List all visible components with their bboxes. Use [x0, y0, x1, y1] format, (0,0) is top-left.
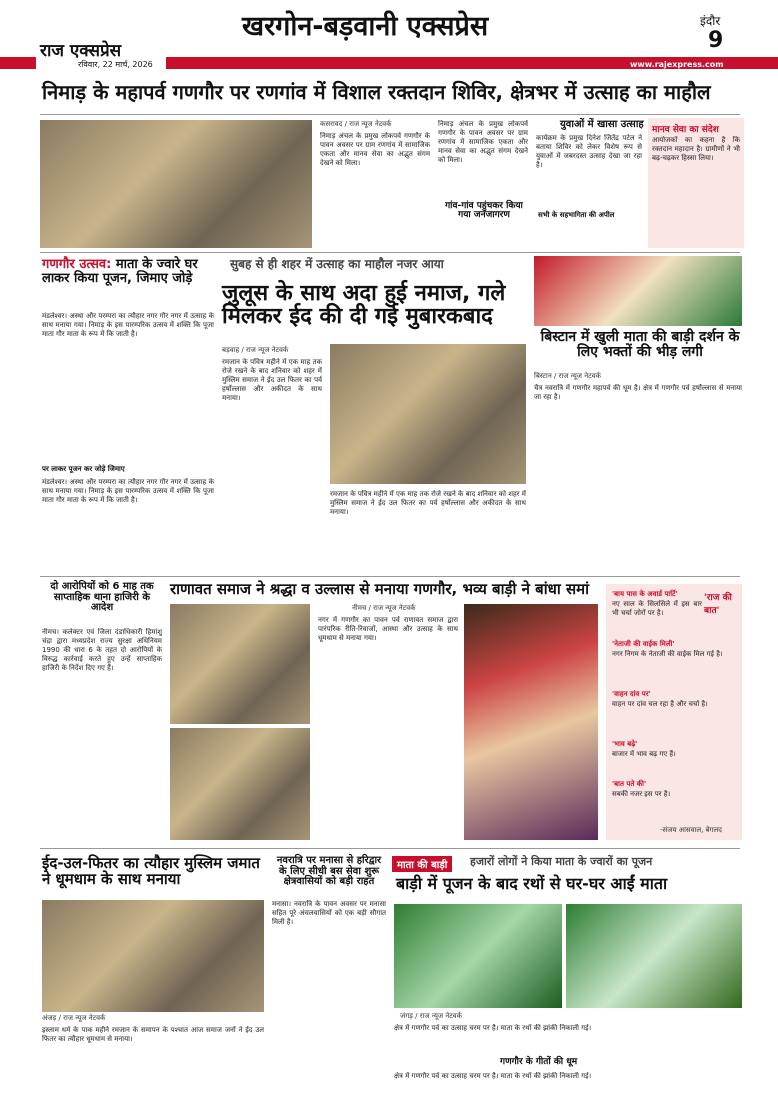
rkb-item-1-head: 'बाय पास के अवार्ड पार्टि' — [612, 590, 678, 598]
yuva-headline: युवाओं में खासा उत्साह — [560, 119, 644, 130]
gangaur-body-2: मंडलेश्वर। अस्था और परम्परा का त्यौहार नगर गौर नगर में उत्साह के साथ मनाया गया। निमाड़ के इस पारम्परिक उत्सव में शक्ति कि पूजा माता गौर माता के रूप में कि जाती है। — [42, 478, 214, 505]
bottom-body-2: क्षेत्र में गणगौर पर्व का उत्साह चरम पर है। माता के रथों की झांकी निकाली गई। — [394, 1072, 592, 1080]
bottom-label: माता की बाड़ी — [392, 856, 452, 872]
paper-name: राज एक्सप्रेस — [40, 41, 122, 61]
manav-headline: मानव सेवा का संदेश — [652, 125, 719, 135]
namaz-body-2: रमजान के पवित्र महीने में एक माह तक रोजे रखने के बाद शनिवार को शहर में मुस्लिम समाज ने ईद उल फितर का पर्व हर्षोल्लास और अकीदत के साथ मनाया। — [330, 490, 526, 517]
bottom-photo-2 — [566, 904, 742, 1008]
rkb-item-5-head: 'बात पते की' — [612, 780, 647, 788]
bottom-credit: जंगड़ / राज न्यूज नेटवर्क — [400, 1012, 463, 1020]
rkb-item-3-text: वाहन पर दांव चल रहा है और चर्चा है। — [612, 700, 708, 708]
section-title: खरगोन-बड़वानी एक्सप्रेस — [242, 11, 489, 42]
issue-date: रविवार, 22 मार्च, 2026 — [78, 60, 153, 69]
bottom-body: क्षेत्र में गणगौर पर्व का उत्साह चरम पर है। माता के रथों की झांकी निकाली गई। — [394, 1024, 592, 1032]
namaz-photo — [330, 344, 526, 484]
bistan-photo — [534, 256, 742, 326]
eid-credit: अंजड़ / राज न्यूज नेटवर्क — [42, 1014, 106, 1022]
gangaur-headline — [42, 258, 212, 285]
bistan-body: चैत्र नवरात्रि में गणगौर महापर्व की धूम है। क्षेत्र में गणगौर पर्व हर्षोल्लास से मनाया जा रहा है। — [534, 384, 742, 402]
lead-body: निमाड़ अंचल के प्रमुख लोकपर्व गणगौर के पावन अवसर पर ग्राम रणगांव में सामाजिक एकता और मानव सेवा का अद्भुत संगम देखने को मिला। — [320, 132, 430, 168]
eid-body: इस्लाम धर्म के पाक महीने रमजान के समापन के पश्चात आज समाज जनों ने ईद उल फितर का त्यौहार धूमधाम से मनाया। — [42, 1026, 264, 1044]
page-number: 9 — [708, 28, 724, 53]
eid-headline: ईद-उल-फितर का त्यौहार मुस्लिम जमात ने धूमधाम के साथ मनाया — [42, 854, 260, 888]
rkb-item-1-text: नए साल के सिलसिले में इस बार भी चर्चा जोरों पर है। — [612, 600, 702, 618]
rkb-item-5-text: सबकी नजर इस पर है। — [612, 790, 671, 798]
ranawat-headline: राणावत समाज ने श्रद्धा व उल्लास से मनाया गणगौर, भव्य बाड़ी ने बांधा समां — [170, 580, 589, 598]
bus-headline: नवरात्रि पर मनासा से हरिद्वार के लिए सीधी बस सेवा शुरू क्षेत्रवासियों को बड़ी राहत — [276, 855, 382, 887]
rkb-item-4-head: 'भाव बढ़े' — [612, 740, 638, 748]
gangaur-body: मंडलेश्वर। अस्था और परम्परा का त्यौहार नगर गौर नगर में उत्साह के साथ मनाया गया। निमाड़ के इस पारम्परिक उत्सव में शक्ति कि पूजा माता गौर माता के रूप में कि जाती है। — [42, 312, 214, 339]
gangaur-label: गणगौर उत्सव: — [42, 257, 112, 272]
rkb-item-2-text: नगर निगम के नेताजी की वाईक मिल गई है। — [612, 650, 723, 658]
namaz-kicker: सुबह से ही शहर में उत्साह का माहौल नजर आया — [230, 257, 444, 271]
gangaur-title: माता के ज्वारे घर लाकर किया पूजन, जिमाए जोड़े — [42, 257, 198, 286]
namaz-body: रमजान के पवित्र महीने में एक माह तक रोजे रखने के बाद शनिवार को शहर में मुस्लिम समाज ने ईद उल फितर का पर्व हर्षोल्लास और अकीदत के साथ मनाया। — [222, 358, 322, 403]
bus-body: मनासा। नवरात्रि के पावन अवसर पर मनासा सहित पूरे अंचलवासियों को एक बड़ी सौगात मिली है। — [272, 900, 386, 927]
website[interactable]: www.rajexpress.com — [630, 60, 724, 69]
namaz-headline: जुलूस के साथ अदा हुई नमाज, गले मिलकर ईद की दी गई मुबारकबाद — [222, 281, 506, 330]
bistan-credit: बिस्टान / राज न्यूज नेटवर्क — [534, 372, 601, 380]
rkb-item-4-text: बाजार में भाव बढ़ गए हैं। — [612, 750, 676, 758]
yuva-body: कार्यक्रम के प्रमुख दिनेश जितेंद्र पटेल ने बताया शिविर को लेकर विशेष रूप से युवाओं में जबरदस्त उत्साह देखा जा रहा है। — [536, 134, 642, 170]
aaropi-headline: दो आरोपियों को 6 माह तक साप्ताहिक थाना हाजिरी के आदेश — [50, 581, 154, 613]
rkb-byline: -संजय आसवाल, बेगलद — [660, 826, 722, 834]
ranawat-idol-photo — [464, 604, 598, 840]
ranawat-body: नगर में गणगौर का पावन पर्व राणावत समाज द्वारा पारंपरिक रीति-रिवाजों, आस्था और उत्साह के साथ धूमधाम से मनाया गया। — [318, 616, 458, 643]
yuva-subhead: सभी के सहभागिता की अपील — [538, 211, 615, 219]
bottom-headline: बाड़ी में पूजन के बाद रथों से घर-घर आईं माता — [396, 874, 668, 893]
bottom-caption: गणगौर के गीतों की धूम — [500, 1057, 578, 1067]
lead-credit: कसरावद / राज न्यूज नेटवर्क — [320, 120, 392, 128]
eid-photo — [42, 900, 264, 1012]
edition-city: इंदौर — [700, 14, 721, 28]
ranawat-credit: नीमच / राज न्यूज नेटवर्क — [352, 604, 416, 612]
ranawat-photo-2 — [170, 728, 310, 840]
aaropi-body: नीमच। कलेक्टर एवं जिला दंडाधिकारी हिमांशु चंद्रा द्वारा मध्यप्रदेश राज्य सुरक्षा अधिनियम 1990 की धारा 6 के तहत दो आरोपियों के विरुद्ध कार्रवाई करते हुए उन्हें साप्ताहिक हाजिरी के निर्देश दिए गए हैं। — [42, 628, 162, 673]
bottom-photo-1 — [394, 904, 562, 1008]
lead-headline: निमाड़ के महापर्व गणगौर पर रणगांव में विशाल रक्तदान शिविर, क्षेत्रभर में उत्साह का माहौल — [42, 80, 711, 104]
bottom-kicker: हजारों लोगों ने किया माता के ज्वारों का पूजन — [470, 855, 653, 868]
raj-ki-baat-title: 'राज की बात' — [704, 593, 732, 616]
gangaur-subhead: पर लाकर पूजन कर जोड़े जिमाए — [42, 465, 125, 473]
manav-body: आयोजकों का कहना है कि रक्तदान महादान है। ग्रामीणों ने भी बढ़-चढ़कर हिस्सा लिया। — [652, 136, 740, 163]
masthead — [0, 0, 778, 72]
lead-body-2: निमाड़ अंचल के प्रमुख लोकपर्व गणगौर के पावन अवसर पर ग्राम रणगांव में सामाजिक एकता और मानव सेवा का अद्भुत संगम देखने को मिला। — [438, 120, 528, 165]
lead-photo — [40, 120, 312, 248]
bistan-headline: बिस्टान में खुली माता की बाड़ी दर्शन के लिए भक्तों की भीड़ लगी — [540, 329, 740, 360]
lead-subhead: गांव-गांव पहुंचकर किया गया जनजागरण — [445, 201, 523, 221]
rkb-item-3-head: 'वाहन दांव पर' — [612, 690, 651, 698]
namaz-credit: बड़वाह / राज न्यूज नेटवर्क — [222, 346, 289, 354]
ranawat-photo-1 — [170, 604, 310, 724]
rkb-item-2-head: 'नेताजी की वाईक मिली' — [612, 640, 675, 648]
